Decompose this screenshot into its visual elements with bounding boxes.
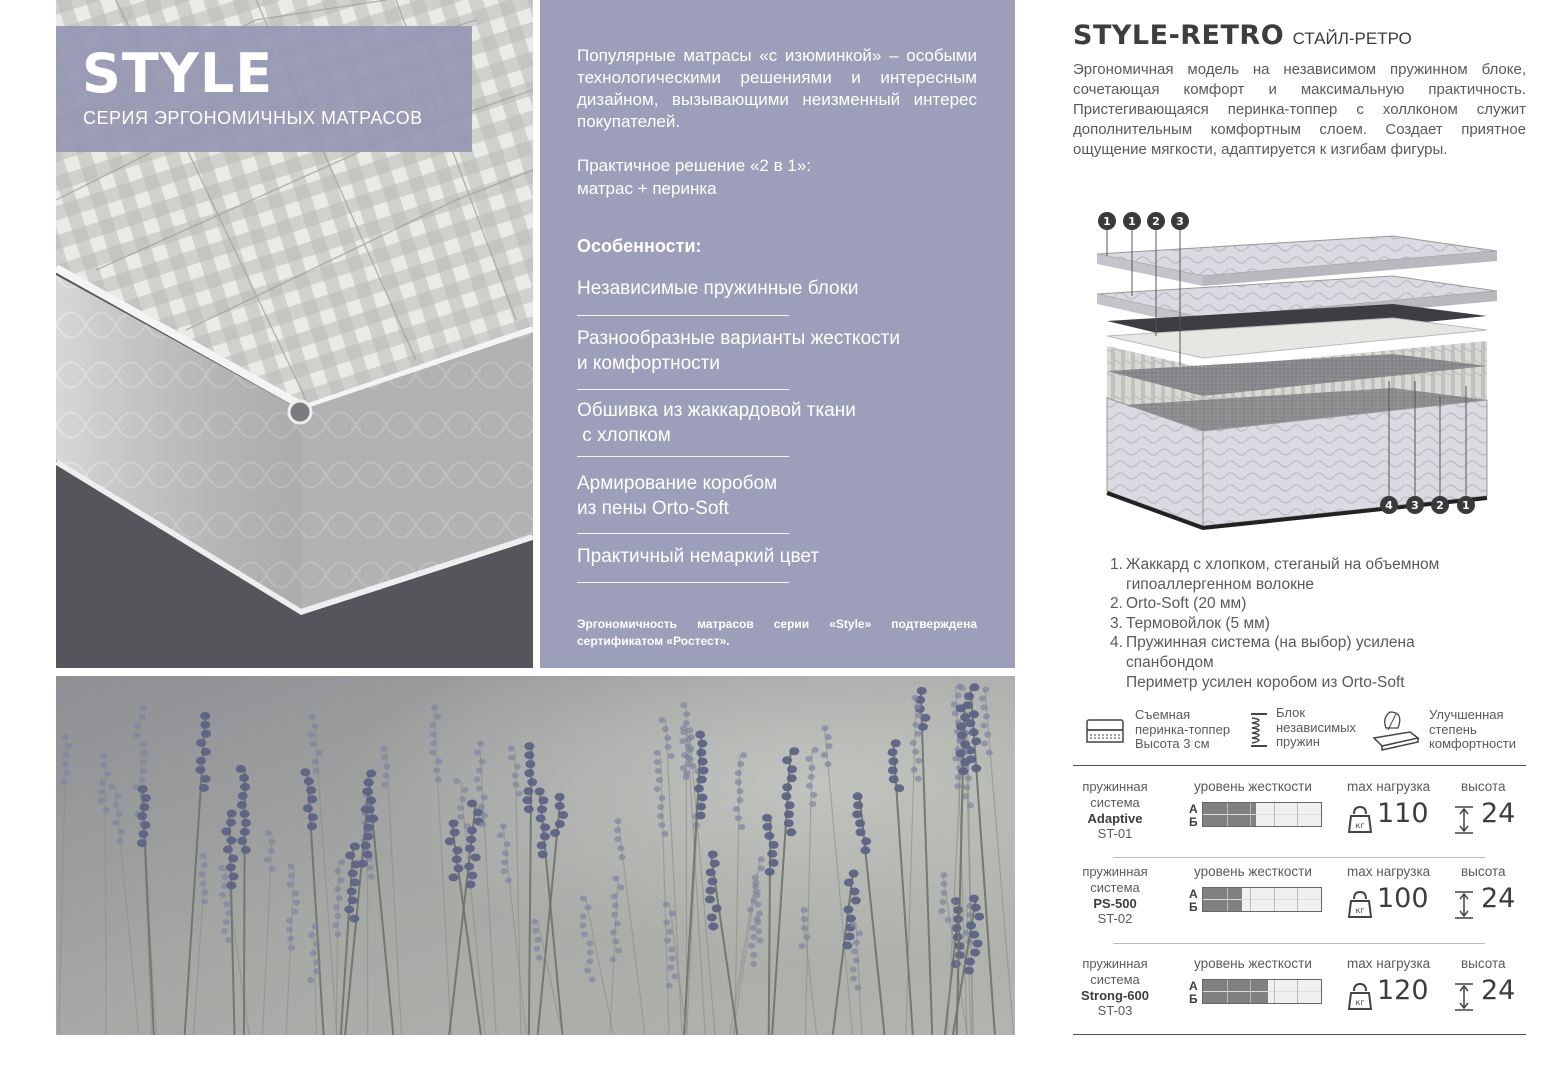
feature-line-1: Армирование коробом <box>577 473 778 494</box>
hero-title: STYLE <box>82 42 274 105</box>
specs-bottom-rule <box>1073 1034 1526 1035</box>
layer-item <box>1110 594 1530 614</box>
model-name: STYLE-RETRO <box>1073 20 1285 51</box>
icon-caption-line: степень <box>1429 721 1477 737</box>
feature-line-1: Независимые пружинные блоки <box>577 278 859 299</box>
kettlebell-icon <box>1348 891 1372 919</box>
model-description: Эргономичная модель на независимом пружинном блоке, сочетающая комфорт и максимальную практичность. Пристегивающаяся перинка-топпер с холлконом служит дополнительным комфортным слоем. Создает приятное ощущение мягкости, адаптируется к изгибам фигуры. <box>1073 61 1526 158</box>
svg-text:кг: кг <box>1355 821 1365 830</box>
features-title: Особенности: <box>577 236 702 256</box>
feature-line-2: из пены Orto-Soft <box>577 498 729 519</box>
hardness-bar <box>1202 979 1322 1004</box>
scale-b: Б <box>1189 815 1198 829</box>
spring-feature <box>1248 706 1378 756</box>
svg-text:кг: кг <box>1355 906 1365 915</box>
feature-divider <box>577 582 789 583</box>
layer-number: 1. <box>1110 556 1123 573</box>
topper-feature <box>1085 706 1250 756</box>
hardness-scale-ab <box>1189 980 1198 1006</box>
layer-marker-top: 3 <box>1176 215 1184 228</box>
feature-line-2: и комфортности <box>577 353 720 374</box>
height-label: высота <box>1461 779 1506 794</box>
hardness-label: уровень жесткости <box>1194 864 1312 879</box>
topper-icon <box>1085 714 1125 746</box>
feature-item <box>577 326 977 376</box>
feature-line-1: Разнообразные варианты жесткости <box>577 328 900 349</box>
system-label: система <box>1090 879 1140 895</box>
layer-marker-top: 2 <box>1152 215 1160 228</box>
icon-caption-line: Высота 3 см <box>1135 736 1210 751</box>
icon-caption-line: Улучшенная <box>1429 707 1504 722</box>
comfort-feature <box>1370 706 1525 756</box>
feature-line-2: с хлопком <box>577 425 671 446</box>
lavender-photo <box>56 676 1015 1035</box>
system-code: ST-02 <box>1097 911 1133 927</box>
layer-item-cont <box>1110 653 1530 673</box>
system-label: пружинная <box>1082 956 1148 971</box>
system-label: пружинная <box>1082 779 1148 794</box>
feature-item <box>577 398 977 448</box>
height-label: высота <box>1461 864 1506 879</box>
feature-divider <box>577 315 789 316</box>
system-name: PS-500 <box>1093 895 1137 911</box>
feature-item <box>577 471 977 521</box>
comfort-feather-icon <box>1370 708 1422 752</box>
system-name: Strong-600 <box>1081 987 1149 1003</box>
spring-icon <box>1248 710 1270 750</box>
feature-divider <box>577 456 789 457</box>
practical-line-1: Практичное решение «2 в 1»: <box>577 156 811 175</box>
icon-caption-line: независимых <box>1276 719 1357 735</box>
layer-item-cont <box>1110 575 1530 595</box>
practical-line-2: матрас + перинка <box>577 179 717 198</box>
max-load-value: 100 <box>1377 883 1429 914</box>
system-label: система <box>1090 794 1140 810</box>
layer-text: Жаккард с хлопком, стеганый на объемном <box>1126 556 1440 573</box>
hardness-scale-ab <box>1189 888 1198 914</box>
certificate-note: Эргономичность матрасов серии «Style» подтверждена сертификатом «Ростест». <box>577 617 977 648</box>
product-column <box>1073 0 1526 1080</box>
hardness-bar <box>1202 802 1322 827</box>
system-label: система <box>1090 971 1140 987</box>
feature-item <box>577 544 977 569</box>
features-panel <box>540 0 1015 668</box>
height-icon <box>1453 891 1475 919</box>
layer-item <box>1110 633 1530 653</box>
system-label: пружинная <box>1082 864 1148 879</box>
feature-line-1: Практичный немаркий цвет <box>577 546 820 567</box>
scale-a: А <box>1189 802 1198 816</box>
layer-item <box>1110 555 1530 575</box>
layer-list <box>1110 555 1530 692</box>
layer-marker-top: 1 <box>1103 215 1111 228</box>
spring-system <box>1073 864 1157 927</box>
icon-caption-line: Блок <box>1276 705 1306 720</box>
perimeter-text: Периметр усилен коробом из Orto-Soft <box>1126 673 1405 691</box>
practical-text <box>577 154 977 200</box>
layer-number: 3. <box>1110 614 1123 632</box>
layer-number: 2. <box>1110 595 1123 613</box>
spec-row <box>1073 779 1526 859</box>
load-label: max нагрузка <box>1347 956 1431 971</box>
svg-text:кг: кг <box>1355 998 1365 1007</box>
spring-system <box>1073 956 1157 1019</box>
feature-item <box>577 276 977 301</box>
height-label: высота <box>1461 956 1506 971</box>
system-code: ST-01 <box>1097 826 1133 842</box>
hardness-bar <box>1202 887 1322 912</box>
system-name: Adaptive <box>1087 810 1143 826</box>
layer-number: 4. <box>1110 634 1123 652</box>
layer-text: Пружинная система (на выбор) усилена <box>1126 634 1415 652</box>
load-label: max нагрузка <box>1347 864 1431 879</box>
model-title <box>1073 20 1412 51</box>
system-code: ST-03 <box>1097 1003 1133 1019</box>
height-icon <box>1453 806 1475 834</box>
icon-caption-line: перинка-топпер <box>1135 721 1231 737</box>
hero-title-box <box>56 26 472 152</box>
spring-system <box>1073 779 1157 842</box>
max-load-value: 120 <box>1377 975 1429 1006</box>
hardness-label: уровень жесткости <box>1194 956 1312 971</box>
intro-text: Популярные матрасы «с изюминкой» – особыми технологическими решениями и интересным дизайном, вызывающими неизменный интерес покупателей. <box>577 46 977 131</box>
layer-marker-top: 1 <box>1128 215 1136 228</box>
layers-diagram <box>1093 206 1511 542</box>
icon-caption-line: Съемная <box>1135 707 1191 722</box>
height-icon <box>1453 983 1475 1011</box>
layer-marker-bottom: 2 <box>1436 499 1444 512</box>
spec-row <box>1073 956 1526 1036</box>
icon-caption-line: пружин <box>1276 734 1320 749</box>
kettlebell-icon <box>1348 806 1372 834</box>
spec-divider <box>1113 943 1485 944</box>
hero-subtitle: СЕРИЯ ЭРГОНОМИЧНЫХ МАТРАСОВ <box>83 108 423 128</box>
height-value: 24 <box>1481 883 1516 914</box>
load-label: max нагрузка <box>1347 779 1431 794</box>
spec-divider <box>1113 857 1485 858</box>
scale-b: Б <box>1189 992 1198 1006</box>
layer-text: Orto-Soft (20 мм) <box>1126 595 1247 613</box>
scale-b: Б <box>1189 900 1198 914</box>
layer-marker-bottom: 3 <box>1411 499 1419 512</box>
kettlebell-icon <box>1348 983 1372 1011</box>
feature-icons <box>1085 706 1525 756</box>
layer-item <box>1110 614 1530 634</box>
spec-row <box>1073 864 1526 944</box>
scale-a: А <box>1189 887 1198 901</box>
feature-divider <box>577 533 789 534</box>
feature-line-1: Обшивка из жаккардовой ткани <box>577 400 856 421</box>
layer-text: Термовойлок (5 мм) <box>1126 614 1270 632</box>
perimeter-note <box>1110 673 1530 693</box>
icon-caption-line: комфортности <box>1429 736 1516 751</box>
height-value: 24 <box>1481 975 1516 1006</box>
feature-divider <box>577 389 789 390</box>
layer-text: спанбондом <box>1126 653 1214 671</box>
model-name-ru: СТАЙЛ-РЕТРО <box>1292 29 1412 48</box>
layer-marker-bottom: 1 <box>1462 499 1470 512</box>
layer-text: гипоаллергенном волокне <box>1126 575 1315 593</box>
scale-a: А <box>1189 979 1198 993</box>
specs-top-rule <box>1073 765 1526 766</box>
max-load-value: 110 <box>1377 798 1429 829</box>
hardness-scale-ab <box>1189 803 1198 829</box>
hardness-label: уровень жесткости <box>1194 779 1312 794</box>
height-value: 24 <box>1481 798 1516 829</box>
layer-marker-bottom: 4 <box>1385 499 1393 512</box>
